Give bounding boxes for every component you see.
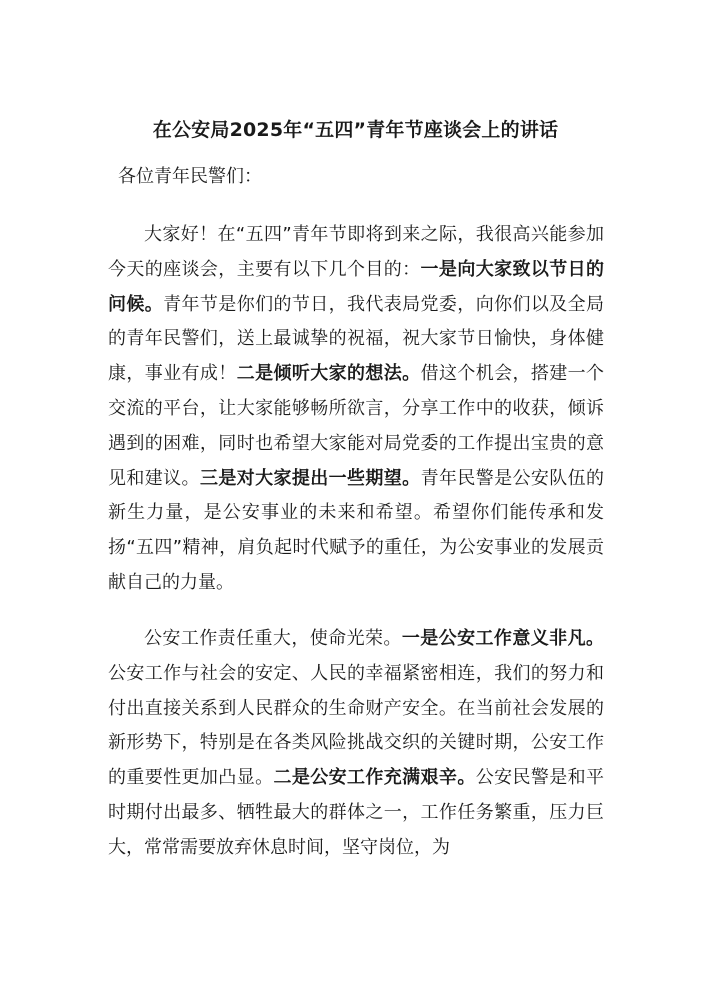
paragraph-bold-text: 三是对大家提出一些期望。 [199,467,421,489]
paragraph-bold-text: 一是向大家致以节日的问候。 [108,258,605,315]
paragraph-bold-text: 一是公安工作意义非凡。 [401,628,605,649]
document-title: 在公安局2025年“五四”青年节座谈会上的讲话 [152,119,559,141]
paragraph-text: 大家好！在“五四”青年节即将到来之际，我很高兴能参加今天的座谈会，主要有以下几个目的： [108,224,604,280]
paragraph-bold-text: 二是倾听大家的想法。 [236,363,421,385]
paragraph-1 [108,218,604,601]
paragraph-text: 公安民警是和平时期付出最多、牺牲最大的群体之一，工作任务繁重，压力巨大，常常需要放弃休息时间，坚守岗位，为 [108,767,605,858]
paragraph-text: 青年民警是公安队伍的新生力量，是公安事业的未来和希望。希望你们能传承和发扬“五四”精神，肩负起时代赋予的重任，为公安事业的发展贡献自己的力量。 [108,467,605,593]
paragraph-bold-text: 二是公安工作充满艰辛。 [273,767,476,789]
paragraph-text: 借这个机会，搭建一个交流的平台，让大家能够畅所欲言，分享工作中的收获，倾诉遇到的困难，同时也希望大家能对局党委的工作提出宝贵的意见和建议。 [108,363,605,489]
paragraph-text: 青年节是你们的节日，我代表局党委，向你们以及全局的青年民警们，送上最诚挚的祝福，祝大家节日愉快，身体健康，事业有成！ [108,293,604,385]
paragraph-text: 公安工作与社会的安定、人民的幸福紧密相连，我们的努力和付出直接关系到人民群众的生命财产安全。在当前社会发展的新形势下，特别是在各类风险挑战交织的关键时期，公安工作的重要性更加凸显。 [108,662,604,789]
salutation: 各位青年民警们： [118,166,262,187]
paragraph-text: 公安工作责任重大，使命光荣。 [144,628,402,649]
paragraph-2 [108,622,604,866]
